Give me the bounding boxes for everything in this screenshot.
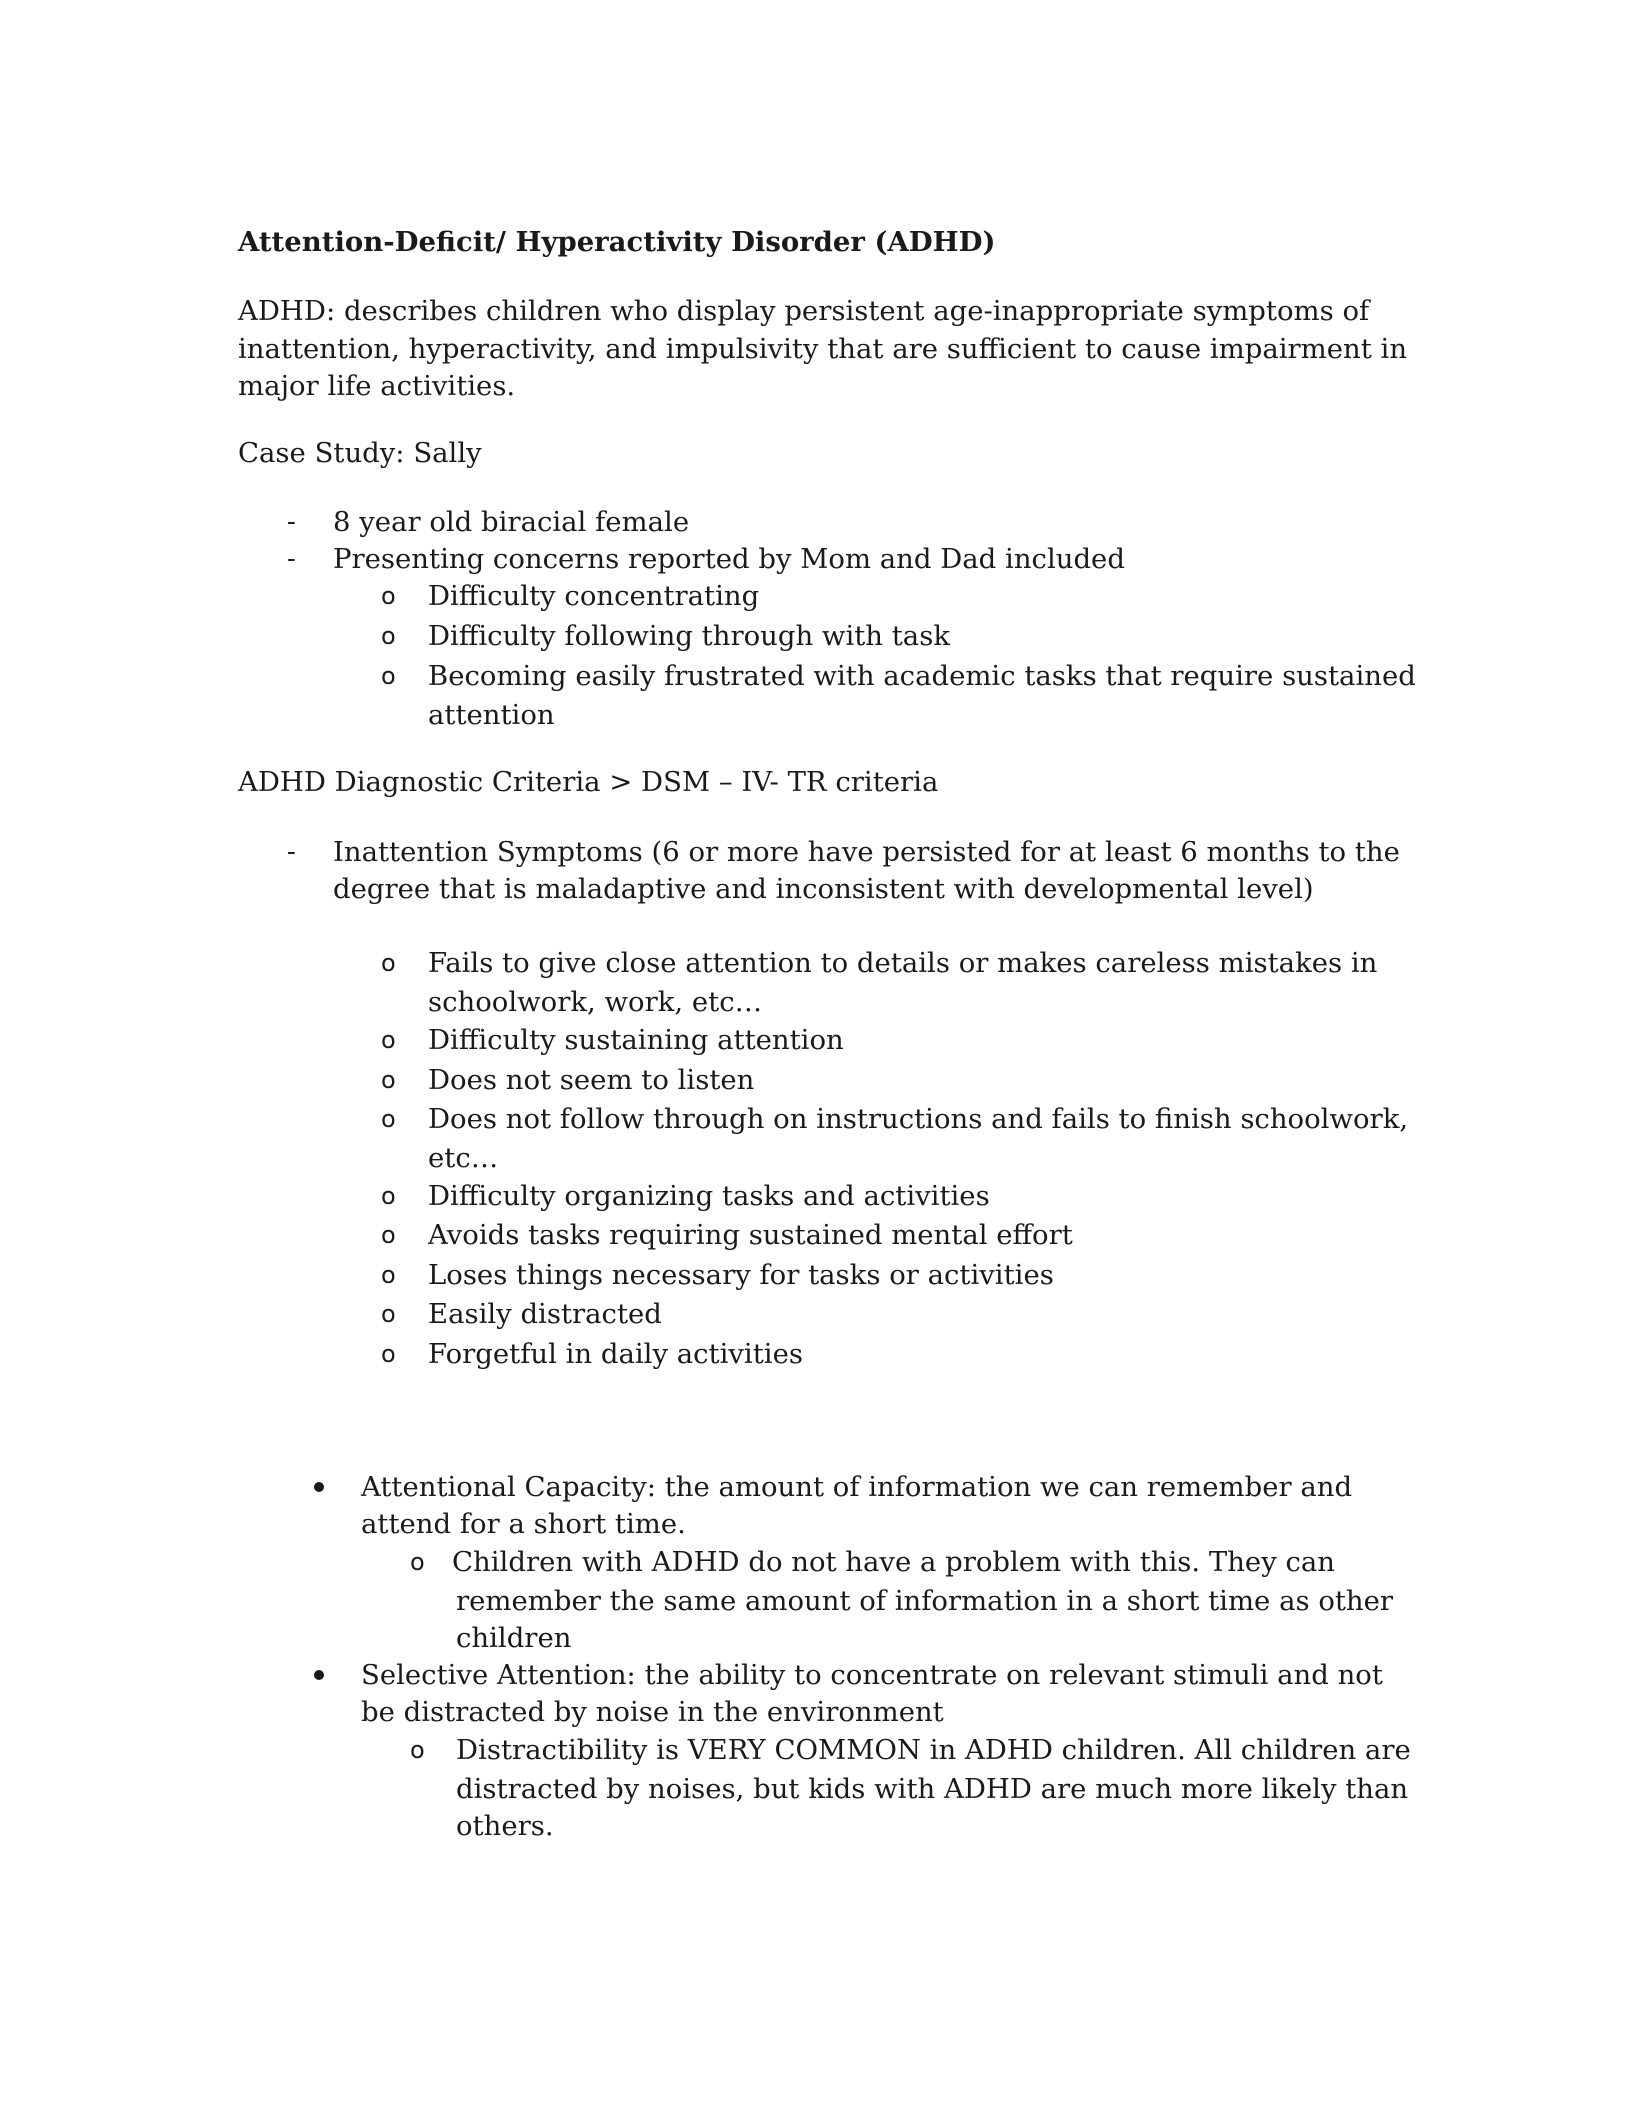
symptom-item-continuation: etc… <box>428 1142 499 1174</box>
definition-line: major life activities. <box>238 370 516 402</box>
circle-bullet: o <box>381 582 396 610</box>
inattention-symptoms: Inattention Symptoms (6 or more have persisted for at least 6 months to the <box>333 836 1400 868</box>
round-bullet <box>314 1670 324 1680</box>
list-item: Presenting concerns reported by Mom and Dad included <box>333 543 1125 575</box>
dash-bullet: - <box>287 507 296 537</box>
circle-bullet: o <box>381 949 396 977</box>
definition-line: ADHD: describes children who display persistent age-inappropriate symptoms of <box>238 295 1370 327</box>
symptom-item: Difficulty sustaining attention <box>428 1024 844 1056</box>
criteria-heading: ADHD Diagnostic Criteria > DSM – IV- TR criteria <box>238 766 939 798</box>
dash-bullet: - <box>287 837 296 867</box>
symptom-item-continuation: schoolwork, work, etc… <box>428 986 763 1018</box>
symptom-item: Easily distracted <box>428 1298 662 1330</box>
symptom-item: Does not follow through on instructions and fails to finish schoolwork, <box>428 1103 1409 1135</box>
circle-bullet: o <box>381 1221 396 1249</box>
circle-bullet: o <box>381 1066 396 1094</box>
round-bullet <box>314 1482 324 1492</box>
capacity-note: Children with ADHD do not have a problem with this. They can <box>452 1546 1335 1578</box>
definition-line: inattention, hyperactivity, and impulsivity that are sufficient to cause impairment in <box>238 333 1408 365</box>
circle-bullet: o <box>381 1300 396 1328</box>
list-item-continuation: attention <box>428 699 555 731</box>
attentional-capacity: Attentional Capacity: the amount of information we can remember and <box>361 1471 1353 1503</box>
circle-bullet: o <box>381 662 396 690</box>
page-title: Attention-Deficit/ Hyperactivity Disorder (ADHD) <box>238 226 996 258</box>
symptom-item: Forgetful in daily activities <box>428 1338 803 1370</box>
selective-note: Distractibility is VERY COMMON in ADHD children. All children are <box>456 1734 1411 1766</box>
inattention-symptoms: degree that is maladaptive and inconsistent with developmental level) <box>333 873 1314 905</box>
list-item: Difficulty following through with task <box>428 620 950 652</box>
list-item: Difficulty concentrating <box>428 580 760 612</box>
circle-bullet: o <box>381 1261 396 1289</box>
symptom-item: Avoids tasks requiring sustained mental effort <box>428 1219 1073 1251</box>
circle-bullet: o <box>381 1340 396 1368</box>
circle-bullet: o <box>381 1182 396 1210</box>
selective-attention: be distracted by noise in the environment <box>361 1696 944 1728</box>
selective-attention: Selective Attention: the ability to concentrate on relevant stimuli and not <box>361 1659 1383 1691</box>
circle-bullet: o <box>381 1026 396 1054</box>
list-item: Becoming easily frustrated with academic tasks that require sustained <box>428 660 1416 692</box>
selective-note: distracted by noises, but kids with ADHD are much more likely than <box>456 1773 1409 1805</box>
attentional-capacity: attend for a short time. <box>361 1508 686 1540</box>
symptom-item: Fails to give close attention to details or makes careless mistakes in <box>428 947 1378 979</box>
circle-bullet: o <box>381 1105 396 1133</box>
symptom-item: Loses things necessary for tasks or activities <box>428 1259 1054 1291</box>
dash-bullet: - <box>287 544 296 574</box>
circle-bullet: o <box>410 1736 425 1764</box>
circle-bullet: o <box>381 622 396 650</box>
capacity-note: remember the same amount of information in a short time as other <box>456 1585 1394 1617</box>
list-item: 8 year old biracial female <box>333 506 690 538</box>
circle-bullet: o <box>410 1548 425 1576</box>
symptom-item: Does not seem to listen <box>428 1064 755 1096</box>
symptom-item: Difficulty organizing tasks and activities <box>428 1180 990 1212</box>
case-study-heading: Case Study: Sally <box>238 437 482 469</box>
selective-note: others. <box>456 1810 554 1842</box>
capacity-note: children <box>456 1622 572 1654</box>
